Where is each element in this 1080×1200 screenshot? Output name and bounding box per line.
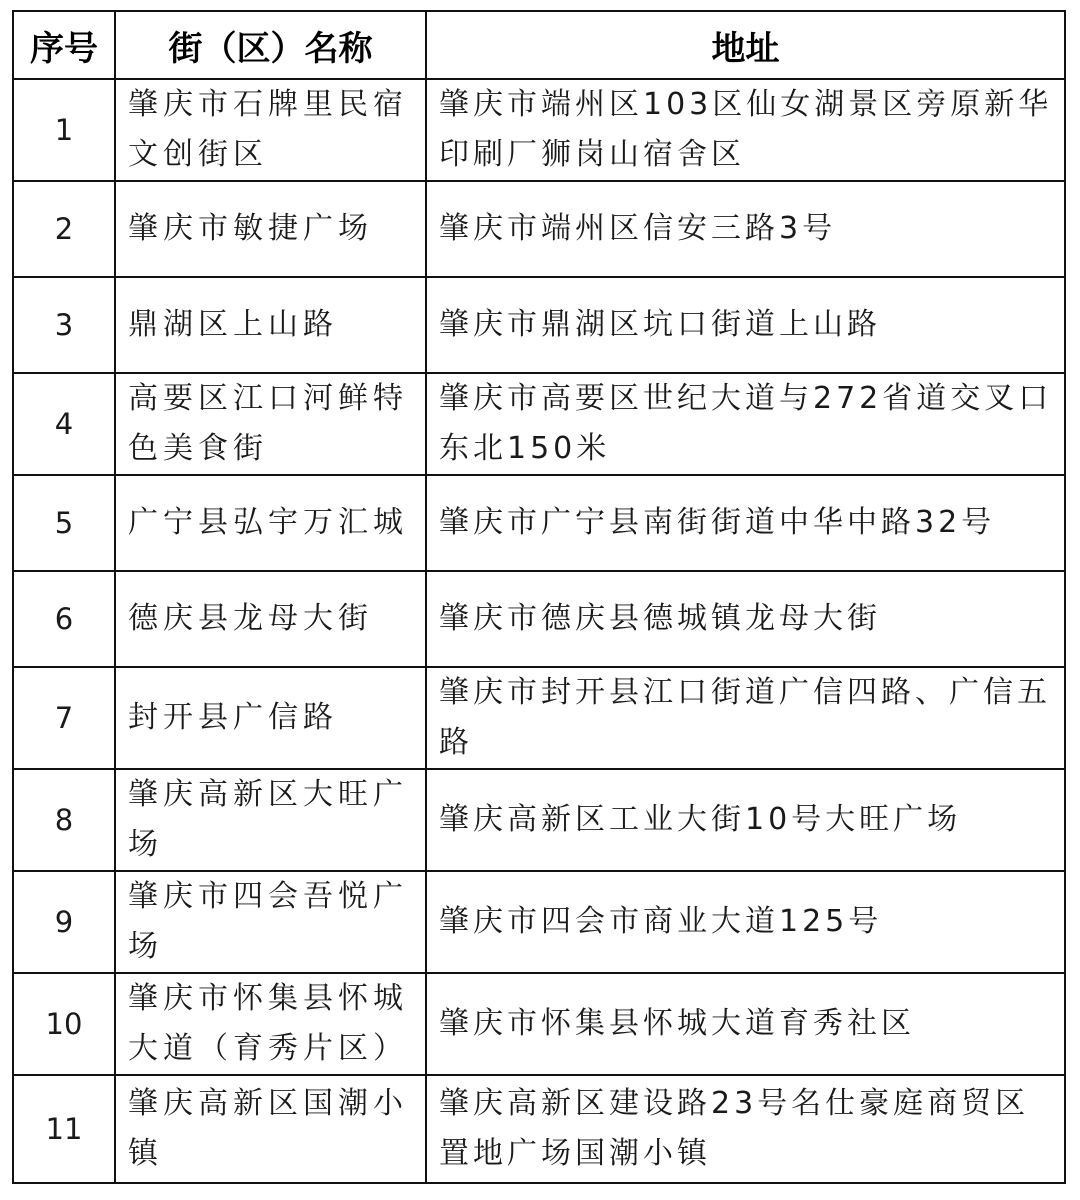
- row-address: 肇庆市四会市商业大道125号: [426, 871, 1065, 973]
- row-name: 鼎湖区上山路: [115, 277, 426, 373]
- header-no: 序号: [13, 11, 115, 79]
- table-row: [13, 373, 1065, 475]
- row-address: 肇庆市鼎湖区坑口街道上山路: [426, 277, 1065, 373]
- table-row: [13, 181, 1065, 277]
- row-no: 10: [13, 973, 115, 1075]
- table-row: [13, 769, 1065, 871]
- header-name: 街（区）名称: [115, 11, 426, 79]
- row-no: 1: [13, 79, 115, 181]
- row-address: 肇庆高新区建设路23号名仕豪庭商贸区置地广场国潮小镇: [426, 1075, 1065, 1183]
- header-address: 地址: [426, 11, 1065, 79]
- row-name: 封开县广信路: [115, 667, 426, 769]
- row-name: 肇庆市四会吾悦广场: [115, 871, 426, 973]
- row-no: 11: [13, 1075, 115, 1183]
- header-row: [13, 11, 1065, 79]
- table-row: [13, 667, 1065, 769]
- row-name: 德庆县龙母大街: [115, 571, 426, 667]
- row-name: 肇庆高新区国潮小镇: [115, 1075, 426, 1183]
- table-row: [13, 475, 1065, 571]
- row-name: 肇庆市石牌里民宿文创街区: [115, 79, 426, 181]
- table-row: [13, 277, 1065, 373]
- table-row: [13, 871, 1065, 973]
- row-address: 肇庆市高要区世纪大道与272省道交叉口东北150米: [426, 373, 1065, 475]
- row-name: 肇庆市敏捷广场: [115, 181, 426, 277]
- row-address: 肇庆市端州区103区仙女湖景区旁原新华印刷厂狮岗山宿舍区: [426, 79, 1065, 181]
- street-list-table: [12, 10, 1066, 1184]
- row-name: 肇庆市怀集县怀城大道（育秀片区）: [115, 973, 426, 1075]
- table-row: [13, 571, 1065, 667]
- row-no: 6: [13, 571, 115, 667]
- table-row: [13, 79, 1065, 181]
- row-address: 肇庆市广宁县南街街道中华中路32号: [426, 475, 1065, 571]
- row-no: 4: [13, 373, 115, 475]
- row-name: 肇庆高新区大旺广场: [115, 769, 426, 871]
- row-address: 肇庆市端州区信安三路3号: [426, 181, 1065, 277]
- row-address: 肇庆市怀集县怀城大道育秀社区: [426, 973, 1065, 1075]
- row-address: 肇庆高新区工业大街10号大旺广场: [426, 769, 1065, 871]
- row-no: 3: [13, 277, 115, 373]
- row-name: 高要区江口河鲜特色美食街: [115, 373, 426, 475]
- table-row: [13, 973, 1065, 1075]
- row-no: 7: [13, 667, 115, 769]
- row-address: 肇庆市德庆县德城镇龙母大街: [426, 571, 1065, 667]
- row-no: 5: [13, 475, 115, 571]
- row-name: 广宁县弘宇万汇城: [115, 475, 426, 571]
- row-no: 9: [13, 871, 115, 973]
- table-row: [13, 1075, 1065, 1183]
- row-address: 肇庆市封开县江口街道广信四路、广信五路: [426, 667, 1065, 769]
- row-no: 8: [13, 769, 115, 871]
- row-no: 2: [13, 181, 115, 277]
